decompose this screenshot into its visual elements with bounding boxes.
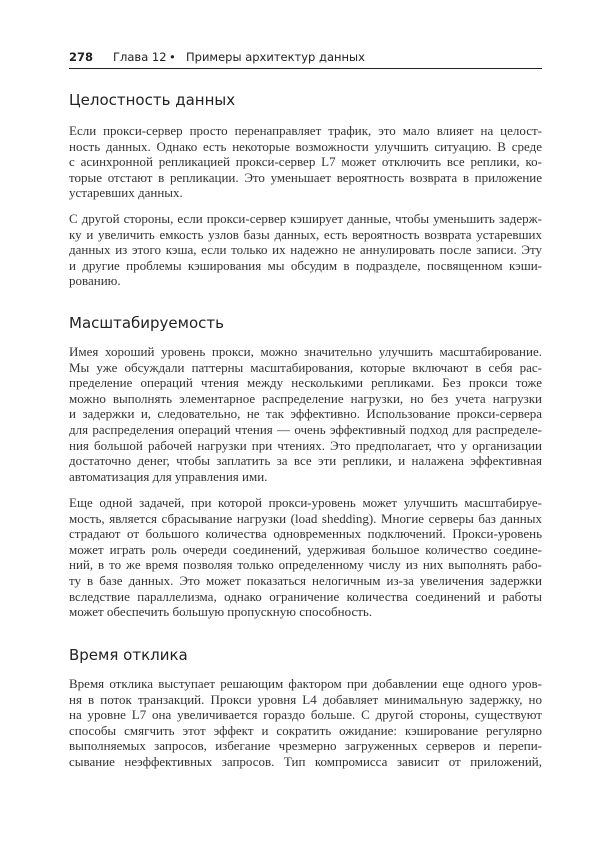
text-line: рованию. bbox=[69, 273, 121, 289]
paragraph bbox=[69, 495, 542, 620]
text-line: страдают от большого количества одновременных подключений. Прокси-уровень bbox=[69, 526, 542, 542]
section-heading-data-integrity: Целостность данных bbox=[69, 91, 236, 109]
text-line: на уровне L7 она увеличивается гораздо больше. С другой стороны, существуют bbox=[69, 707, 542, 723]
text-line: Еще одной задачей, при которой прокси-уровень может улучшить масштабируе- bbox=[69, 495, 542, 510]
text-line: ку и увеличить емкость узлов базы данных, есть вероятность возврата устаревших bbox=[69, 226, 542, 242]
paragraph bbox=[69, 123, 542, 201]
text-line: мость, является сбрасывание нагрузки (load shedding). Многие серверы баз данных bbox=[69, 510, 542, 526]
text-line: Имея хороший уровень прокси, можно значительно улучшить масштабирование. bbox=[69, 344, 542, 359]
running-header bbox=[69, 48, 542, 69]
text-line: ту в базе данных. Это может показаться нелогичным из-за увеличения задержки bbox=[69, 572, 542, 588]
paragraph bbox=[69, 676, 542, 770]
text-line: ня в поток транзакций. Прокси уровня L4 добавляет минимальную задержку, но bbox=[69, 691, 542, 707]
text-line: может играть роль очереди соединений, удерживая большое количество соедине- bbox=[69, 541, 542, 557]
text-line: ний, в то же время позволяя только определенному числу из них выполнять рабо- bbox=[69, 557, 542, 573]
section-heading-scalability: Масштабируемость bbox=[69, 314, 224, 332]
text-line: сывание неэффективных запросов. Тип компромисса зависит от приложений, bbox=[69, 753, 542, 769]
text-line: для распределения операций чтения — очень эффективный подход для распределе- bbox=[69, 421, 542, 437]
text-line: ния большой рабочей нагрузки при чтениях. Это предполагает, что у организации bbox=[69, 437, 542, 453]
chapter-title: Примеры архитектур данных bbox=[186, 50, 365, 64]
text-line: автоматизация для управления ими. bbox=[69, 468, 268, 484]
text-line: данных из этого кэша, если только их надежно не аннулировать после записи. Эту bbox=[69, 242, 542, 258]
text-line: с асинхронной репликацией прокси-сервер L7 может отключить все реплики, ко- bbox=[69, 154, 542, 170]
text-line: можно выполнять элементарное распределение нагрузки, но без учета нагрузки bbox=[69, 390, 542, 406]
header-separator: • bbox=[169, 50, 176, 64]
text-line: способы смягчить этот эффект и сократить ожидание: кэширование регулярно bbox=[69, 722, 542, 738]
text-line: устаревших данных. bbox=[69, 185, 183, 201]
paragraph bbox=[69, 344, 542, 484]
text-line: может обеспечить большую пропускную способность. bbox=[69, 604, 373, 620]
text-line: и задержки и, следовательно, не так эффективно. Использование прокси-сервера bbox=[69, 406, 542, 422]
paragraph bbox=[69, 211, 542, 289]
text-line: Время отклика выступает решающим фактором при добавлении еще одного уров- bbox=[69, 676, 542, 691]
text-line: и другие проблемы кэширования мы обсудим в подразделе, посвященном кэши- bbox=[69, 257, 542, 273]
text-line: вследствие параллелизма, однако ограничение количества соединений и работы bbox=[69, 588, 542, 604]
text-line: достаточно денег, чтобы заплатить за все эти реплики, и налажена эффективная bbox=[69, 453, 542, 469]
text-line: выполняемых запросов, избегание чрезмерно загруженных серверов и перепи- bbox=[69, 738, 542, 754]
text-line: Мы уже обсуждали паттерны масштабирования, которые включают в себя рас- bbox=[69, 359, 542, 375]
text-line: торые отстают в репликации. Это уменьшает вероятность возврата в приложение bbox=[69, 169, 542, 185]
text-line: пределение операций чтения между несколькими репликами. Без прокси тоже bbox=[69, 375, 542, 391]
text-line: ность данных. Однако есть некоторые возможности улучшить ситуацию. В среде bbox=[69, 138, 542, 154]
text-line: С другой стороны, если прокси-сервер кэширует данные, чтобы уменьшить задерж- bbox=[69, 211, 542, 226]
page-number: 278 bbox=[69, 50, 94, 64]
text-line: Если прокси-сервер просто перенаправляет трафик, это мало влияет на целост- bbox=[69, 123, 542, 138]
chapter-label: Глава 12 bbox=[113, 50, 167, 64]
section-heading-response-time: Время отклика bbox=[69, 646, 188, 664]
